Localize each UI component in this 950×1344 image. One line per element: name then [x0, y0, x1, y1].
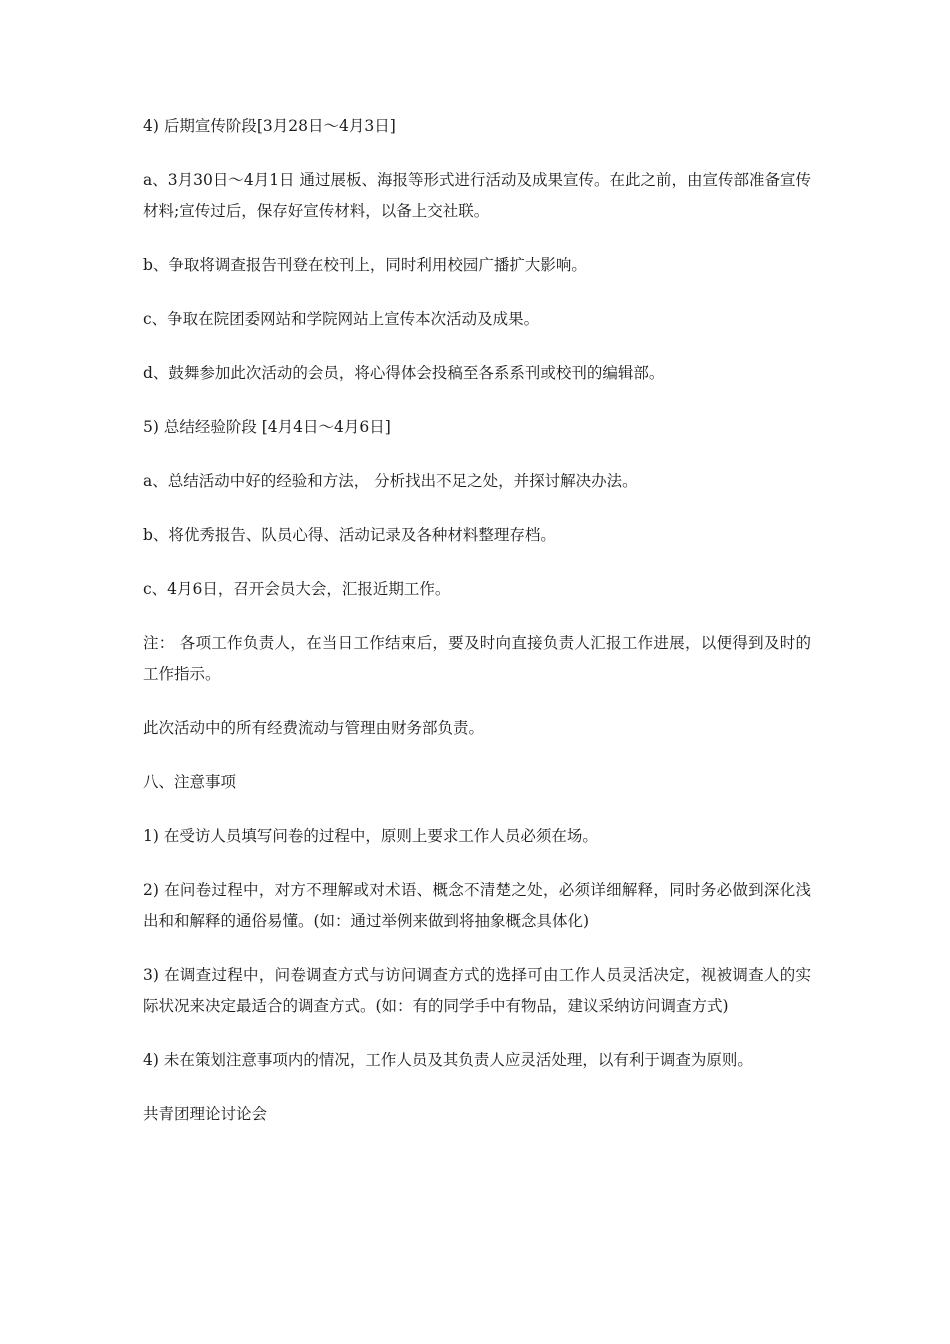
paragraph-website-publicity: c、争取在院团委网站和学院网站上宣传本次活动及成果。: [143, 310, 540, 328]
paragraph-precaution-2: 2) 在问卷过程中，对方不理解或对术语、概念不清楚之处，必须详细解释，同时务必做到深化浅出和和解释的通俗易懂。(如：通过举例来做到将抽象概念具体化): [143, 881, 811, 930]
heading-precautions: 八、注意事项: [143, 773, 237, 791]
heading-summary-stage: 5) 总结经验阶段 [4月4日～4月6日]: [143, 418, 391, 436]
paragraph-archive-materials: b、将优秀报告、队员心得、活动记录及各种材料整理存档。: [143, 526, 556, 544]
heading-youth-league-seminar: 共青团理论讨论会: [143, 1105, 268, 1123]
paragraph-finance: 此次活动中的所有经费流动与管理由财务部负责。: [143, 719, 485, 737]
paragraph-precaution-1: 1) 在受访人员填写问卷的过程中，原则上要求工作人员必须在场。: [143, 827, 598, 845]
heading-late-publicity-stage: 4) 后期宣传阶段[3月28日～4月3日]: [143, 117, 396, 135]
paragraph-member-meeting: c、4月6日，召开会员大会，汇报近期工作。: [143, 580, 451, 598]
document-body: [143, 111, 811, 1153]
paragraph-member-submissions: d、鼓舞参加此次活动的会员，将心得体会投稿至各系系刊或校刊的编辑部。: [143, 364, 665, 382]
paragraph-precaution-4: 4) 未在策划注意事项内的情况，工作人员及其负责人应灵活处理，以有利于调查为原则。: [143, 1051, 753, 1069]
paragraph-precaution-3: 3) 在调查过程中，问卷调查方式与访问调查方式的选择可由工作人员灵活决定，视被调查人的实际状况来决定最适合的调查方式。(如：有的同学手中有物品，建议采纳访问调查方式): [143, 966, 811, 1015]
paragraph-school-journal: b、争取将调查报告刊登在校刊上，同时利用校园广播扩大影响。: [143, 256, 587, 274]
paragraph-exhibition-publicity: a、3月30日～4月1日 通过展板、海报等形式进行活动及成果宣传。在此之前，由宣传部准备宣传材料;宣传过后，保存好宣传材料，以备上交社联。: [143, 171, 811, 220]
paragraph-note-reporting: 注： 各项工作负责人，在当日工作结束后，要及时向直接负责人汇报工作进展，以便得到及时的工作指示。: [143, 634, 811, 683]
paragraph-summarize-experience: a、总结活动中好的经验和方法， 分析找出不足之处，并探讨解决办法。: [143, 472, 638, 490]
